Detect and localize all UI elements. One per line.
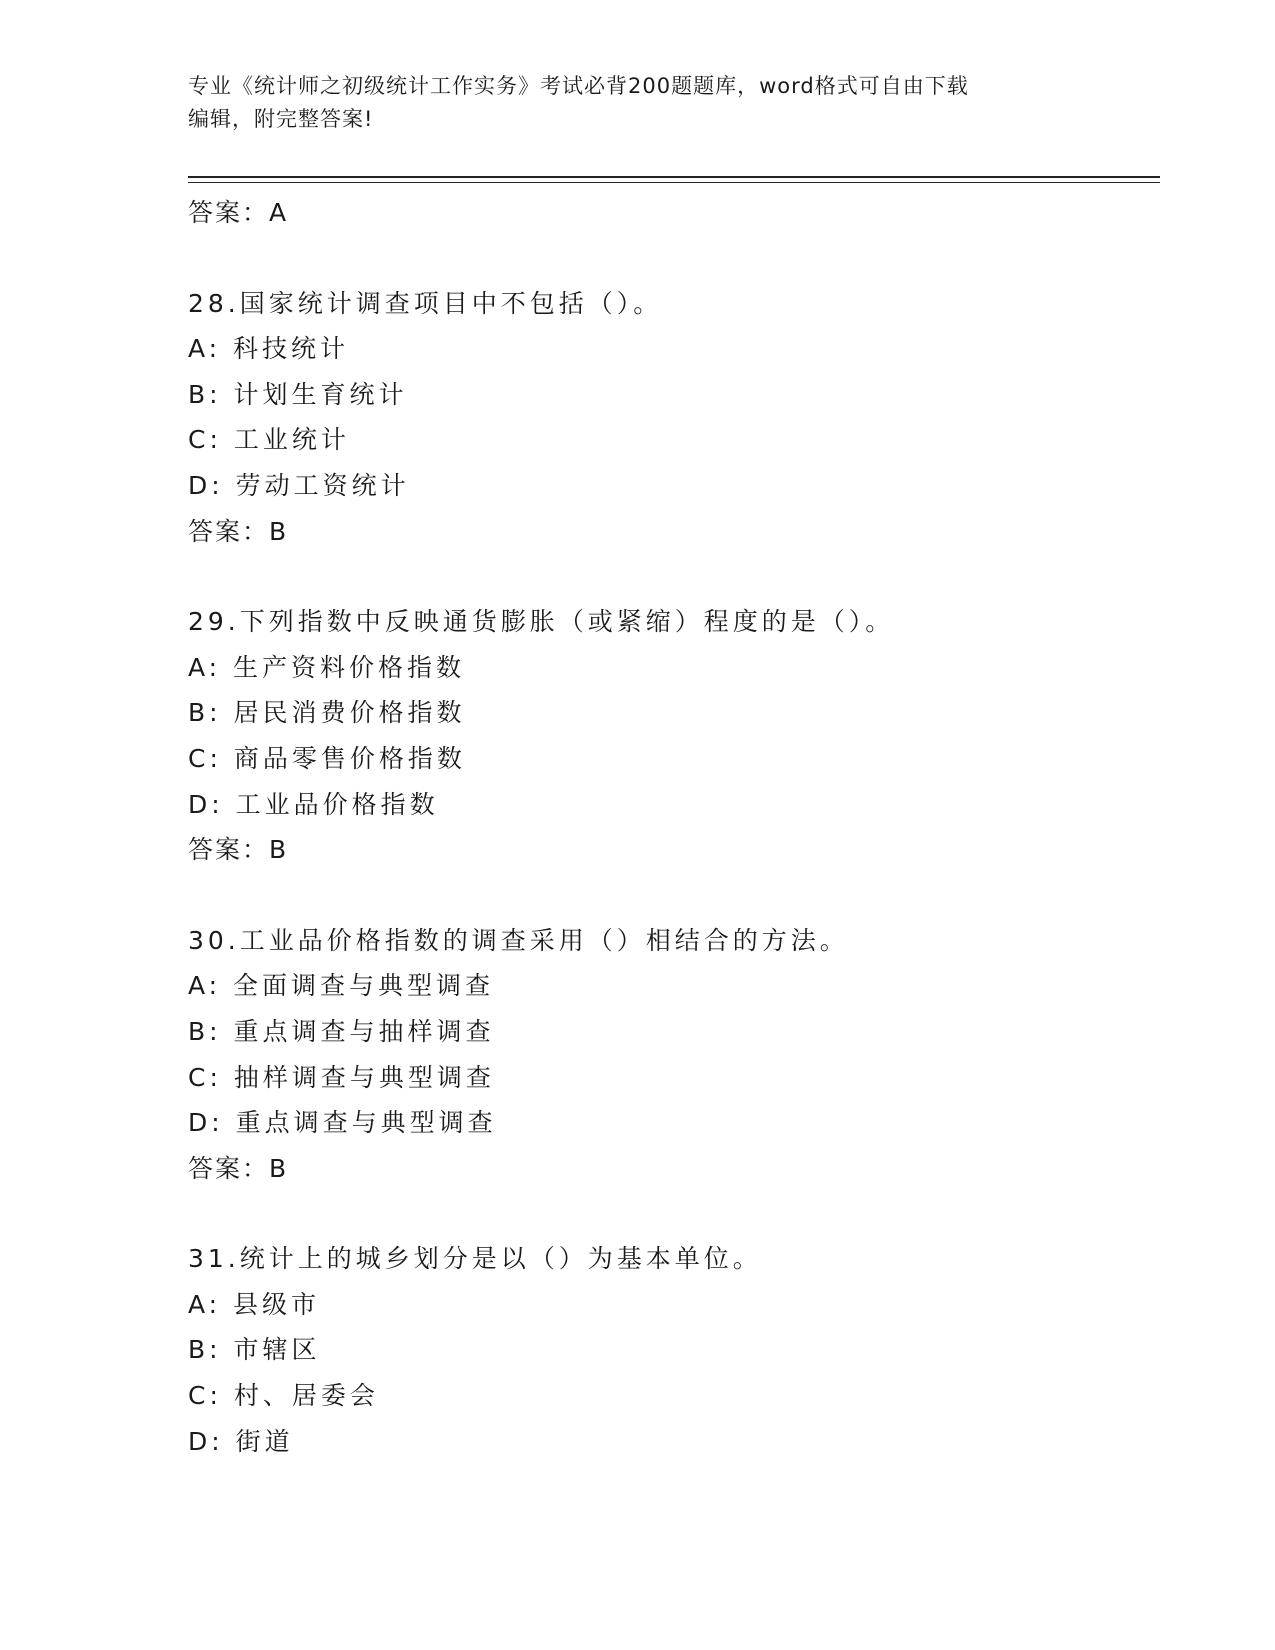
option-d: D: 劳动工资统计: [188, 470, 410, 500]
option-d: D: 工业品价格指数: [188, 789, 439, 819]
answer-line: 答案：A: [188, 198, 289, 227]
option-c: C: 商品零售价格指数: [188, 743, 466, 773]
option-a: A: 生产资料价格指数: [188, 652, 466, 682]
question-list: [188, 190, 1148, 1464]
header-line-2: 编辑，附完整答案!: [188, 107, 374, 131]
option-b: B: 重点调查与抽样调查: [188, 1016, 495, 1046]
answer-line: 答案：B: [188, 835, 289, 865]
option-a: A: 县级市: [188, 1289, 321, 1319]
question-stem: 29.下列指数中反映通货膨胀（或紧缩）程度的是（）。: [188, 607, 895, 637]
option-b: B: 计划生育统计: [188, 379, 408, 409]
option-d: D: 重点调查与典型调查: [188, 1108, 497, 1138]
answer-line: 答案：B: [188, 1153, 289, 1183]
option-c: C: 村、居委会: [188, 1381, 379, 1411]
header-divider-thin: [188, 182, 1160, 183]
option-b: B: 居民消费价格指数: [188, 698, 466, 728]
option-c: C: 抽样调查与典型调查: [188, 1062, 495, 1092]
question-stem: 30.工业品价格指数的调查采用（）相结合的方法。: [188, 925, 849, 955]
document-header: [188, 70, 1088, 136]
option-c: C: 工业统计: [188, 425, 350, 455]
question-stem: 31.统计上的城乡划分是以（）为基本单位。: [188, 1244, 762, 1274]
header-divider-thick: [188, 176, 1160, 178]
question-29: [188, 599, 1148, 873]
answer-line: 答案：B: [188, 516, 289, 546]
question-28: [188, 281, 1148, 555]
option-a: A: 全面调查与典型调查: [188, 971, 495, 1001]
question-30: [188, 918, 1148, 1192]
option-d: D: 街道: [188, 1426, 294, 1456]
header-line-1: 专业《统计师之初级统计工作实务》考试必背200题题库，word格式可自由下载: [188, 74, 969, 98]
option-a: A: 科技统计: [188, 334, 350, 364]
question-stem: 28.国家统计调查项目中不包括（）。: [188, 288, 663, 318]
question-31: [188, 1236, 1148, 1464]
option-b: B: 市辖区: [188, 1335, 321, 1365]
